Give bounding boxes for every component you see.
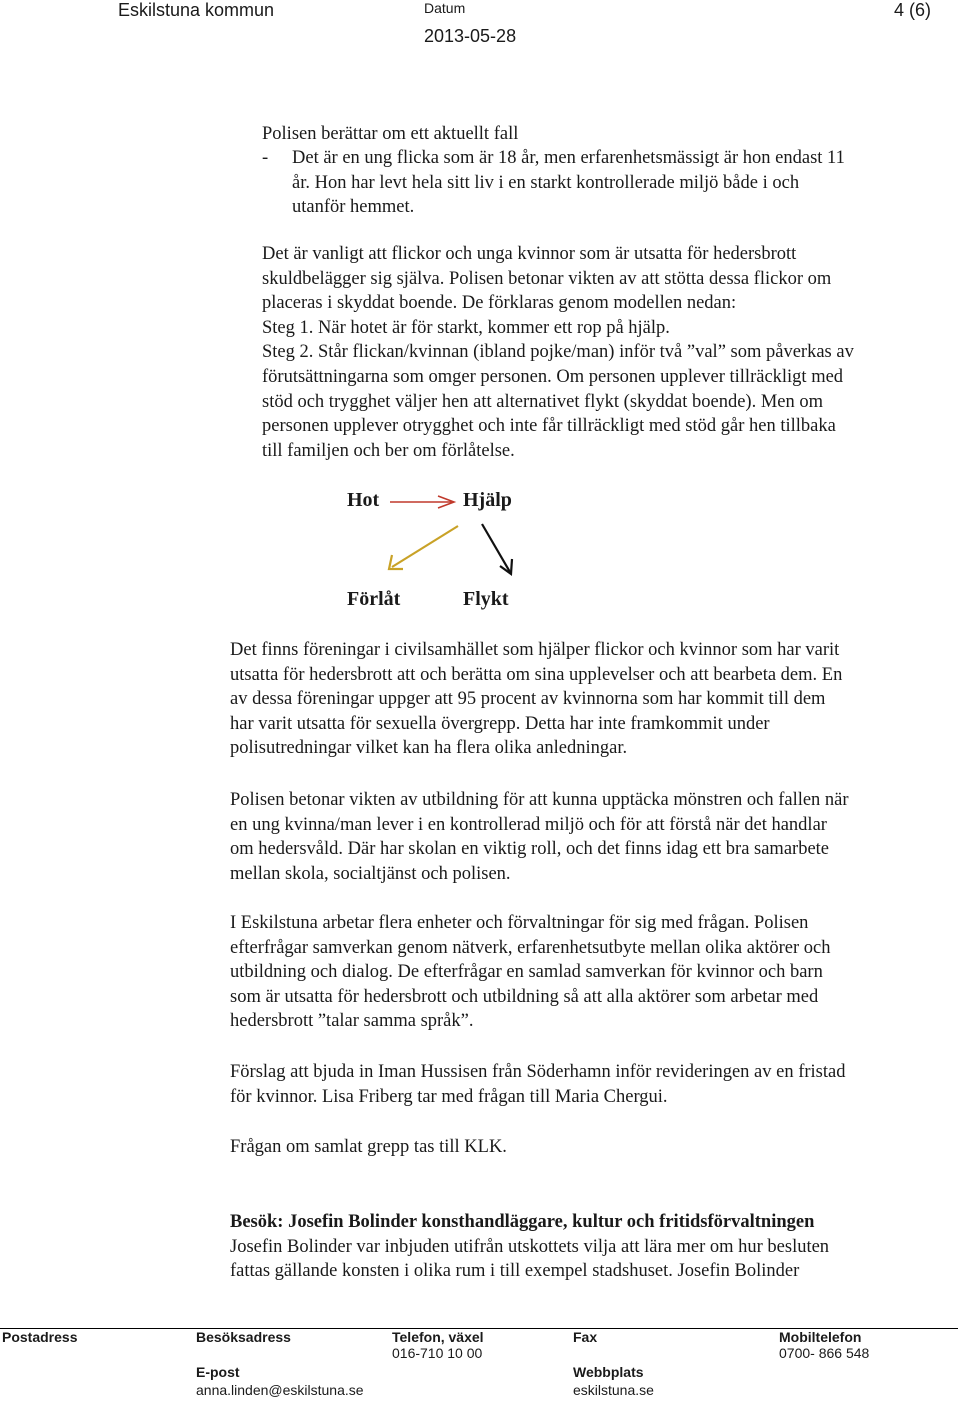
paragraph-line: av dessa föreningar uppger att 95 procent av kvinnorna som har kommit till dem xyxy=(230,689,826,710)
mobil-value: 0700- 866 548 xyxy=(779,1345,870,1361)
bullet-line: år. Hon har levt hela sitt liv i en starkt kontrollerade miljö både i och xyxy=(292,172,800,193)
paragraph-utbildning xyxy=(230,788,849,886)
bullet-line: utanför hemmet. xyxy=(292,197,415,218)
webbplats-value[interactable]: eskilstuna.se xyxy=(573,1382,654,1398)
paragraph-line: Polisen betonar vikten av utbildning för att kunna upptäcka mönstren och fallen när xyxy=(230,790,849,810)
org-name: Eskilstuna kommun xyxy=(118,0,275,20)
diagram-label-forlat: Förlåt xyxy=(347,588,401,610)
diagram-label-hot: Hot xyxy=(347,489,380,511)
paragraph-foreningar xyxy=(230,638,842,761)
paragraph-line: skuldbelägger sig själva. Polisen betonar vikten av att stötta dessa flickor om xyxy=(262,268,832,289)
paragraph-line: placeras i skyddat boende. De förklaras genom modellen nedan: xyxy=(262,293,737,314)
besoksadress-label: Besöksadress xyxy=(196,1329,291,1345)
paragraph-line: som är utsatta för hedersbrott och utbildning så att alla aktörer som arbetar med xyxy=(230,986,819,1007)
epost-label: E-post xyxy=(196,1364,240,1380)
paragraph-line: Det är vanligt att flickor och unga kvinnor som är utsatta för hedersbrott xyxy=(262,244,797,264)
paragraph-line: Förslag att bjuda in Iman Hussisen från Söderhamn inför revideringen av en fristad xyxy=(230,1062,846,1082)
paragraph-line: stöd och trygghet väljer hen att alternativet flykt (skyddat boende). Men om xyxy=(262,391,824,412)
diagram-label-flykt: Flykt xyxy=(463,588,509,610)
paragraph-line: Josefin Bolinder var inbjuden utifrån utskottets vilja att lära mer om hur besluten xyxy=(230,1236,830,1257)
paragraph-line: har varit utsatta för sexuella övergrepp. Detta har inte framkommit under xyxy=(230,713,770,734)
paragraph-line: en ung kvinna/man lever i en kontrollerad miljö och för att förstå när det handlar xyxy=(230,814,827,835)
paragraph-samverkan xyxy=(230,911,830,1034)
paragraph-line: för kvinnor. Lisa Friberg tar med frågan till Maria Chergui. xyxy=(230,1086,668,1107)
postadress-label: Postadress xyxy=(2,1329,78,1345)
bullet-dash: - xyxy=(262,148,269,168)
webbplats-label: Webbplats xyxy=(573,1364,644,1380)
paragraph-line: Frågan om samlat grepp tas till KLK. xyxy=(230,1137,507,1157)
paragraph-line: personen upplever otrygghet och inte får tillräckligt med stöd går hen tillbaka xyxy=(262,416,836,437)
document-date: 2013-05-28 xyxy=(424,26,517,46)
visit-heading: Besök: Josefin Bolinder konsthandläggare, kultur och fritidsförvaltningen xyxy=(230,1212,815,1232)
case-heading: Polisen berättar om ett aktuellt fall xyxy=(262,124,519,144)
paragraph-line: utbildning och dialog. De efterfrågar en samlad samverkan för kvinnor och barn xyxy=(230,962,823,983)
bullet-line: Det är en ung flicka som är 18 år, men erfarenhetsmässigt är hon endast 11 xyxy=(292,148,845,168)
arrow-hjalp-to-flykt xyxy=(482,524,512,574)
paragraph-line: Det finns föreningar i civilsamhället som hjälper flickor och kvinnor som har varit xyxy=(230,640,840,660)
telefon-label: Telefon, växel xyxy=(392,1329,484,1345)
paragraph-line: polisutredningar vilket kan ha flera olika anledningar. xyxy=(230,738,628,759)
arrow-hot-to-hjalp xyxy=(390,496,454,508)
fax-label: Fax xyxy=(573,1329,598,1345)
paragraph-line: Steg 1. När hotet är för starkt, kommer ett rop på hjälp. xyxy=(262,317,670,338)
paragraph-line: efterfrågar samverkan genom nätverk, erfarenhetsutbyte mellan olika aktörer och xyxy=(230,937,831,958)
paragraph-line: om hedersvåld. Där har skolan en viktig roll, och det finns idag ett bra samarbete xyxy=(230,839,830,860)
paragraph-line: mellan skola, socialtjänst och polisen. xyxy=(230,863,511,884)
paragraph-line: I Eskilstuna arbetar flera enheter och förvaltningar för sig med frågan. Polisen xyxy=(230,913,809,933)
paragraph-line: till familjen och ber om förlåtelse. xyxy=(262,440,515,461)
arrow-hjalp-to-forlat xyxy=(389,526,458,569)
paragraph-forslag xyxy=(230,1060,845,1109)
diagram-label-hjalp: Hjälp xyxy=(463,489,512,511)
visit-section xyxy=(230,1210,829,1284)
paragraph-klk xyxy=(230,1135,507,1160)
paragraph-line: Steg 2. Står flickan/kvinnan (ibland pojke/man) inför två ”val” som påverkas av xyxy=(262,342,854,363)
page-number: 4 (6) xyxy=(894,0,932,20)
paragraph-line: förutsättningarna som omger personen. Om personen upplever tillräckligt med xyxy=(262,366,844,387)
datum-label: Datum xyxy=(424,0,466,16)
diagram-arrows xyxy=(0,0,960,700)
epost-value[interactable]: anna.linden@eskilstuna.se xyxy=(196,1382,364,1398)
paragraph-line: fattas gällande konsten i olika rum i till exempel stadshuset. Josefin Bolinder xyxy=(230,1261,800,1282)
telefon-value: 016-710 10 00 xyxy=(392,1345,483,1361)
paragraph-line: utsatta för hedersbrott att och berätta om sina upplevelser och att bearbeta dem. En xyxy=(230,664,843,685)
paragraph-line: hedersbrott ”talar samma språk”. xyxy=(230,1011,474,1032)
mobil-label: Mobiltelefon xyxy=(779,1329,862,1345)
